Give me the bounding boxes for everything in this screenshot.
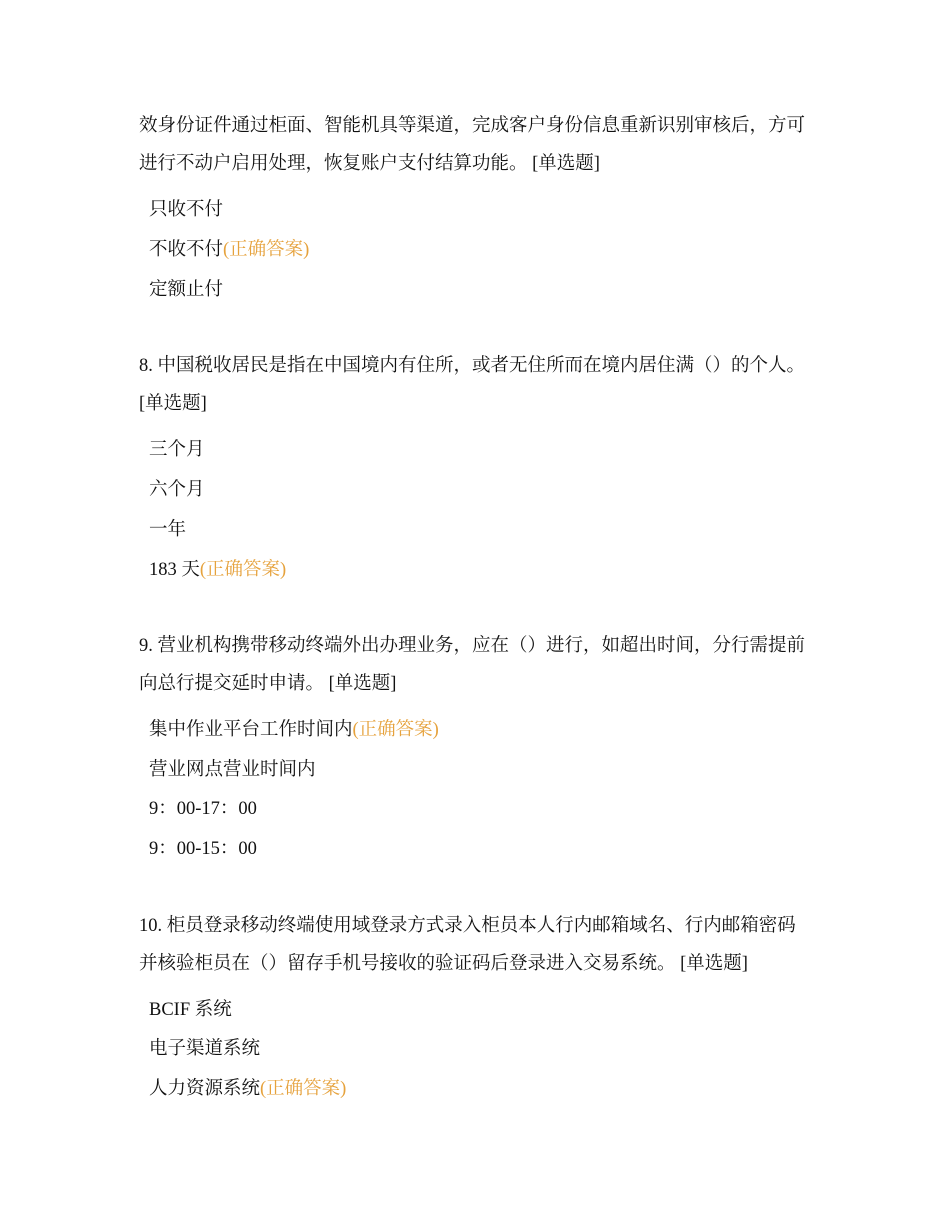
option-text: 营业网点营业时间内	[149, 760, 316, 780]
option-text: 定额止付	[149, 280, 224, 300]
question-line: 10. 柜员登录移动终端使用域登录方式录入柜员本人行内邮箱域名、行内邮箱密码	[139, 916, 796, 936]
question-text	[139, 107, 819, 183]
option	[149, 238, 309, 262]
option	[149, 438, 205, 462]
question-9	[139, 627, 819, 703]
option	[149, 558, 286, 582]
option	[149, 718, 439, 742]
option	[149, 998, 232, 1022]
question-8	[139, 347, 819, 423]
question-line: 9. 营业机构携带移动终端外出办理业务，应在（）进行，如超出时间，分行需提前	[139, 636, 806, 656]
question-10	[139, 907, 819, 983]
option-text: 一年	[149, 520, 187, 540]
correct-answer-tag: (正确答案)	[352, 720, 439, 740]
option-text: 9：00-15：00	[149, 839, 257, 859]
option	[149, 518, 186, 542]
option-text: 9：00-17：00	[149, 799, 257, 819]
question-line: 并核验柜员在（）留存手机号接收的验证码后登录进入交易系统。 [单选题]	[139, 954, 748, 974]
question-text	[139, 627, 819, 703]
option-text: 集中作业平台工作时间内	[149, 720, 353, 740]
question-line: 8. 中国税收居民是指在中国境内有住所，或者无住所而在境内居住满（）的个人。	[139, 356, 806, 376]
option-text: 电子渠道系统	[149, 1039, 261, 1059]
option	[149, 1077, 346, 1101]
option-text: 183 天	[149, 560, 200, 580]
question-line: 向总行提交延时申请。 [单选题]	[139, 674, 397, 694]
option-text: BCIF 系统	[149, 1000, 232, 1020]
option	[149, 797, 257, 821]
option-text: 六个月	[149, 480, 205, 500]
question-text	[139, 347, 819, 423]
option-text: 三个月	[149, 440, 205, 460]
question-line: [单选题]	[139, 394, 207, 414]
option	[149, 278, 223, 302]
correct-answer-tag: (正确答案)	[260, 1079, 347, 1099]
option-text: 只收不付	[149, 200, 224, 220]
correct-answer-tag: (正确答案)	[199, 560, 287, 580]
question-line: 效身份证件通过柜面、智能机具等渠道，完成客户身份信息重新识别审核后，方可	[139, 116, 806, 136]
question-line: 进行不动户启用处理，恢复账户支付结算功能。 [单选题]	[139, 154, 600, 174]
option-text: 人力资源系统	[149, 1079, 261, 1099]
question-text	[139, 907, 819, 983]
question-7	[139, 107, 819, 183]
option	[149, 1037, 260, 1061]
option-text: 不收不付	[149, 240, 224, 260]
correct-answer-tag: (正确答案)	[223, 240, 310, 260]
option	[149, 198, 223, 222]
option	[149, 837, 257, 861]
option	[149, 478, 205, 502]
option	[149, 758, 316, 782]
